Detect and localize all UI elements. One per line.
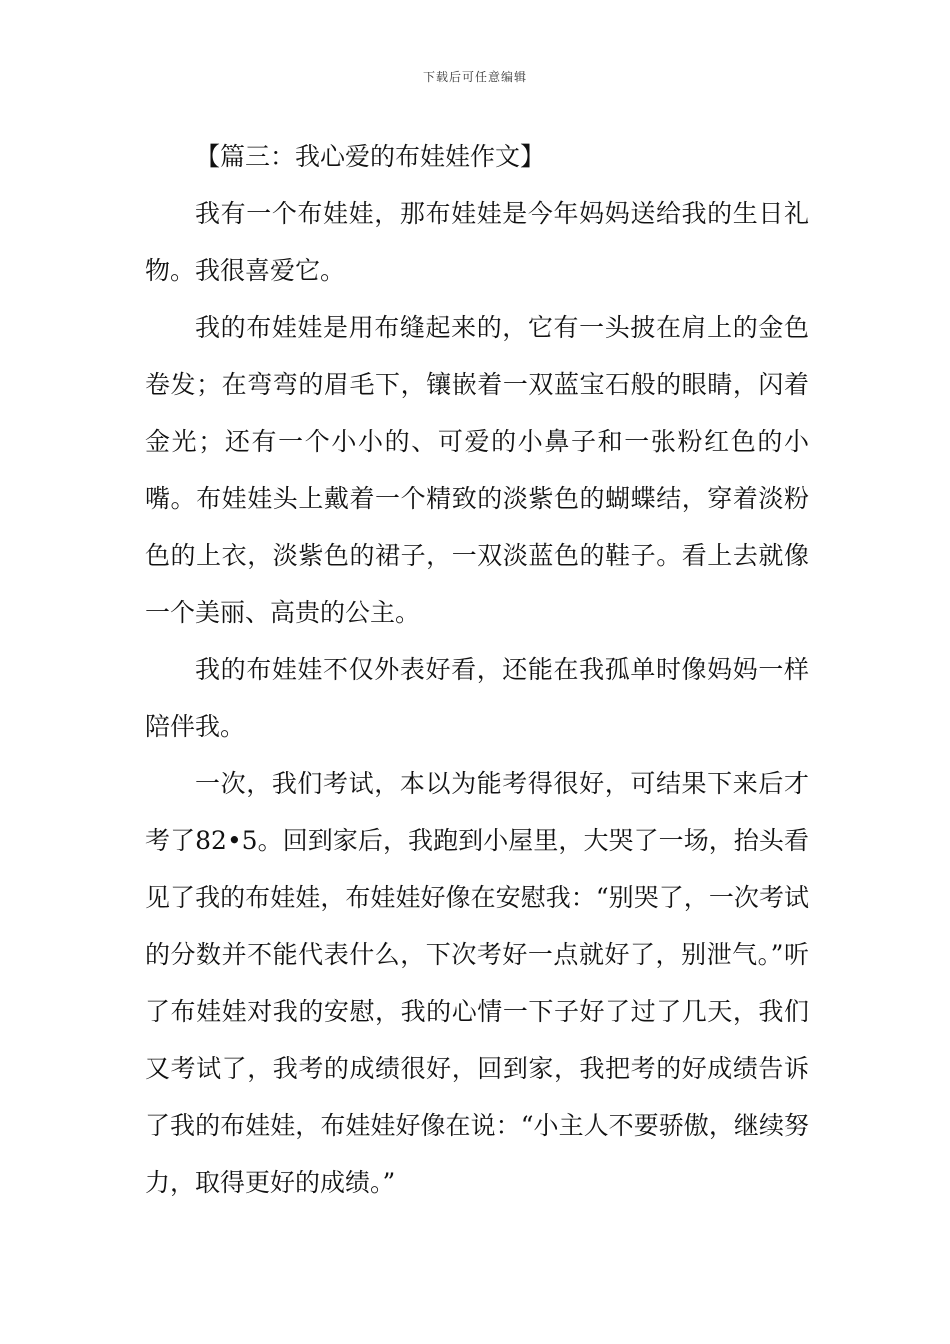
article-body xyxy=(145,128,809,1211)
paragraph-1: 我有一个布娃娃，那布娃娃是今年妈妈送给我的生日礼物。我很喜爱它。 xyxy=(145,199,809,285)
paragraph-2: 我的布娃娃是用布缝起来的，它有一头披在肩上的金色卷发；在弯弯的眉毛下，镶嵌着一双蓝宝石般的眼睛，闪着金光；还有一个小小的、可爱的小鼻子和一张粉红色的小嘴。布娃娃头上戴着一个精致的淡紫色的蝴蝶结，穿着淡粉色的上衣，淡紫色的裙子，一双淡蓝色的鞋子。看上去就像一个美丽、高贵的公主。 xyxy=(145,313,809,627)
article-title: 【篇三：我心爱的布娃娃作文】 xyxy=(195,142,546,171)
header-note: 下载后可任意编辑 xyxy=(422,70,527,84)
paragraph-3: 我的布娃娃不仅外表好看，还能在我孤单时像妈妈一样陪伴我。 xyxy=(145,655,809,741)
paragraph-4: 一次，我们考试，本以为能考得很好，可结果下来后才考了82•5。回到家后，我跑到小屋里，大哭了一场，抬头看见了我的布娃娃，布娃娃好像在安慰我：“别哭了，一次考试的分数并不能代表什么，下次考好一点就好了，别泄气。”听了布娃娃对我的安慰，我的心情一下子好了过了几天，我们又考试了，我考的成绩很好，回到家，我把考的好成绩告诉了我的布娃娃，布娃娃好像在说：“小主人不要骄傲，继续努力，取得更好的成绩。” xyxy=(145,769,809,1197)
